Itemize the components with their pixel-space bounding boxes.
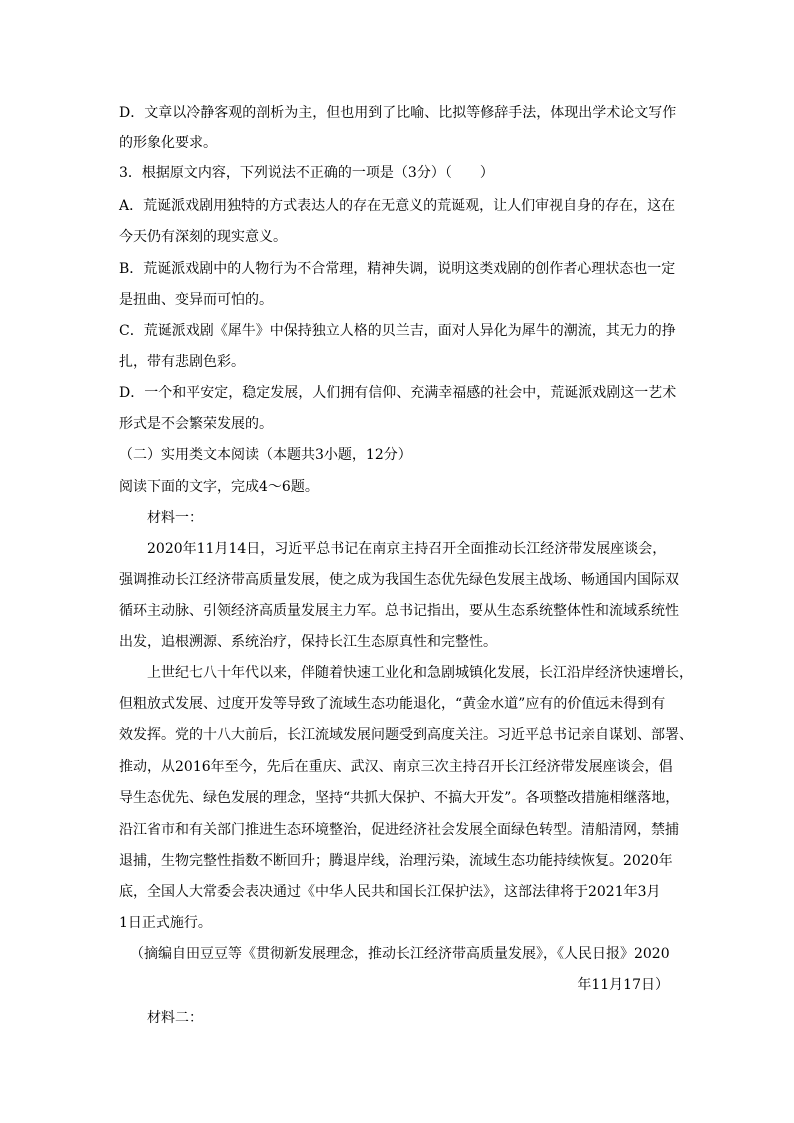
q3-option-c-line-1: C．荒诞派戏剧《犀牛》中保持独立人格的贝兰吉，面对人异化为犀牛的潮流，其无力的挣: [119, 323, 676, 339]
q3-option-b-line-1: B．荒诞派戏剧中的人物行为不合常理，精神失调，说明这类戏剧的创作者心理状态也一定: [119, 261, 676, 277]
material-1-line: 循环主动脉、引领经济高质量发展主力军。总书记指出，要从生态系统整体性和流域系统性: [119, 603, 679, 619]
q3-option-d-line-1: D．一个和平安定，稳定发展，人们拥有信仰、充满幸福感的社会中，荒诞派戏剧这一艺术: [119, 385, 677, 401]
material-1-line: 上世纪七八十年代以来，伴随着快速工业化和急剧城镇化发展，长江沿岸经济快速增长，: [147, 665, 693, 681]
reading-instruction: 阅读下面的文字，完成4～6题。: [119, 479, 319, 495]
q3-option-a-line-1: A．荒诞派戏剧用独特的方式表达人的存在无意义的荒诞观，让人们审视自身的存在，这在: [119, 198, 676, 214]
material-1-line: 但粗放式发展、过度开发等导致了流域生态功能退化，“黄金水道”应有的价值远未得到有: [119, 696, 666, 712]
q3-option-b-line-2: 是扭曲、变异而可怕的。: [119, 292, 273, 308]
source-citation-line-1: （摘编自田豆豆等《贯彻新发展理念，推动长江经济带高质量发展》，《人民日报》2020: [130, 946, 670, 962]
material-1-line: 2020年11月14日，习近平总书记在南京主持召开全面推动长江经济带发展座谈会，: [147, 541, 667, 557]
option-d-line-2: 的形象化要求。: [119, 135, 217, 151]
material-1-line: 推动，从2016年至今，先后在重庆、武汉、南京三次主持召开长江经济带发展座谈会，倡: [119, 759, 673, 775]
option-d-line-1: D．文章以冷静客观的剖析为主，但也用到了比喻、比拟等修辞手法，体现出学术论文写作: [119, 105, 677, 121]
material-1-line: 强调推动长江经济带高质量发展，使之成为我国生态优先绿色发展主战场、畅通国内国际双: [119, 572, 679, 588]
material-1-line: 沿江省市和有关部门推进生态环境整治，促进经济社会发展全面绿色转型。清船清网，禁捕: [119, 822, 679, 838]
material-1-line: 效发挥。党的十八大前后，长江流域发展问题受到高度关注。习近平总书记亲自谋划、部署、: [119, 727, 693, 743]
material-1-line: 底，全国人大常委会表决通过《中华人民共和国长江保护法》，这部法律将于2021年3月: [119, 884, 661, 900]
q3-option-d-line-2: 形式是不会繁荣发展的。: [119, 416, 273, 432]
q3-option-a-line-2: 今天仍有深刻的现实意义。: [119, 229, 287, 245]
material-1-line: 1日正式施行。: [119, 915, 212, 931]
material-1-line: 出发，追根溯源、系统治疗，保持长江生态原真性和完整性。: [119, 634, 497, 650]
material-1-label: 材料一：: [147, 510, 203, 526]
material-1-line: 导生态优先、绿色发展的理念，坚持“共抓大保护、不搞大开发”。各项整改措施相继落地，: [119, 790, 680, 806]
q3-option-c-line-2: 扎，带有悲剧色彩。: [119, 354, 245, 370]
source-citation-line-2: 年11月17日）: [577, 977, 669, 993]
material-2-label: 材料二：: [147, 1010, 203, 1026]
question-3: 3．根据原文内容，下列说法不正确的一项是（3分）（ ）: [119, 165, 494, 181]
section-heading: （二）实用类文本阅读（本题共3小题，12分）: [119, 447, 412, 463]
material-1-line: 退捕，生物完整性指数不断回升；腾退岸线，治理污染，流域生态功能持续恢复。2020年: [119, 853, 673, 869]
